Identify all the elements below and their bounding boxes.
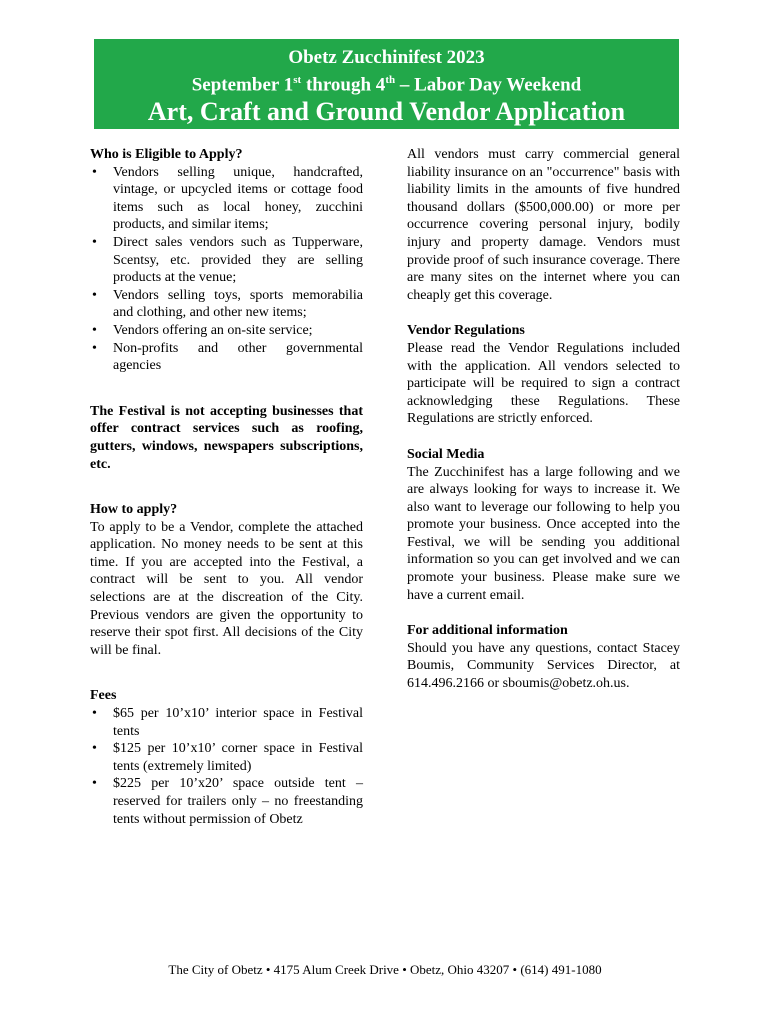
social-media-heading: Social Media	[407, 446, 485, 462]
regulations-text: Please read the Vendor Regulations included with the application. All vendors selected to participate will be required to sign a contract acknowledging these Regulations. These Regulations are strictly enforced.	[407, 340, 680, 427]
festival-dates	[94, 69, 679, 96]
eligible-list	[90, 164, 363, 375]
insurance-text: All vendors must carry commercial general liability insurance on an "occurrence" basis with liability limits in the amounts of five hundred thousand dollars ($500,000.00) or more per occurrence covering personal injury, bodily injury and property damage. Vendors must provide proof of such insurance coverage. There are many sites on the internet where you can cheaply get this coverage.	[407, 147, 680, 303]
dates-sup-1: st	[293, 74, 302, 86]
left-column	[90, 146, 363, 828]
list-item: • Non-profits and other governmental agencies	[90, 340, 363, 375]
fees-heading: Fees	[90, 688, 117, 704]
additional-info-heading: For additional information	[407, 623, 568, 639]
list-item: • Vendors selling toys, sports memorabilia and clothing, and other new items;	[90, 287, 363, 322]
social-media-text: The Zucchinifest has a large following and we are always looking for ways to increase it. We also want to leverage our following to help you promote your business. Once accepted into the Festival, we will be sending you additional information so you can get involved and we can promote your business. Please make sure we have a current email.	[407, 464, 680, 603]
page-title: Art, Craft and Ground Vendor Application	[147, 97, 626, 127]
fees-list	[90, 705, 363, 828]
festival-title: Obetz Zucchinifest 2023	[288, 47, 485, 68]
dates-part-3: – Labor Day Weekend	[395, 74, 582, 96]
list-item: • Vendors selling unique, handcrafted, vintage, or upcycled items or cottage food items such as local honey, zucchini products, and similar items;	[90, 164, 363, 234]
list-item: • $225 per 10’x20’ space outside tent – reserved for trailers only – no freestanding tents without permission of Obetz	[90, 775, 363, 828]
not-accepting-notice: The Festival is not accepting businesses that offer contract services such as roofing, gutters, windows, newspapers subscriptions, etc.	[90, 403, 363, 472]
right-column	[407, 146, 680, 693]
regulations-heading: Vendor Regulations	[407, 323, 525, 339]
footer-address: The City of Obetz • 4175 Alum Creek Drive • Obetz, Ohio 43207 • (614) 491-1080	[168, 962, 602, 977]
list-item: • Vendors offering an on-site service;	[90, 322, 363, 340]
list-item: • Direct sales vendors such as Tupperware, Scentsy, etc. provided they are selling products at the venue;	[90, 234, 363, 287]
header-banner	[94, 39, 679, 129]
dates-part-1: September 1	[191, 74, 294, 96]
eligible-heading: Who is Eligible to Apply?	[90, 147, 243, 162]
list-item: • $65 per 10’x10’ interior space in Festival tents	[90, 705, 363, 740]
additional-info-text: Should you have any questions, contact Stacey Boumis, Community Services Director, at 614.496.2166 or sboumis@obetz.oh.us.	[407, 640, 680, 692]
how-to-apply-heading: How to apply?	[90, 502, 178, 518]
how-to-apply-text: To apply to be a Vendor, complete the attached application. No money needs to be sent at this time. If you are accepted into the Festival, a contract will be sent to you. All vendor selections are at the discreation of the City. Previous vendors are given the opportunity to reserve their spot first. All decisions of the City will be final.	[90, 519, 363, 658]
dates-part-2: through 4	[301, 74, 386, 96]
list-item: • $125 per 10’x10’ corner space in Festival tents (extremely limited)	[90, 740, 363, 775]
dates-sup-2: th	[385, 74, 396, 86]
